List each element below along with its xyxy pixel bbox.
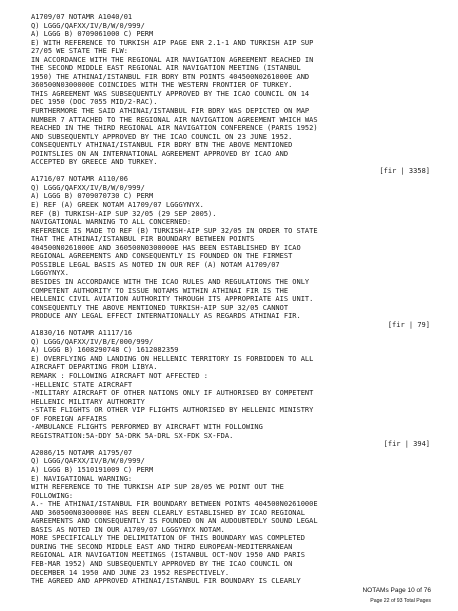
notam-line: HELLENIC CIVIL AVIATION AUTHORITY THROUGH ITS APPROPRIATE AIS UNIT.: [31, 295, 314, 304]
notam-line: AND SUBSEQUENTLY APPROVED BY THE ICAO COUNCIL ON 23 JUNE 1952.: [31, 132, 293, 141]
notam-line: E) NAVIGATIONAL WARNING:: [31, 474, 133, 483]
notam-line: LGGGYNYX.: [31, 269, 69, 278]
notam-line: DECEMBER 14 1950 AND JUNE 23 1952 RESPECTIVELY.: [31, 568, 230, 577]
notam-reference: [fir | 79]: [387, 320, 430, 329]
notam-line: Q) LGGG/QAFXX/IV/B/W/0/999/: [31, 183, 145, 192]
notam-reference: [fir | 394]: [383, 440, 430, 449]
notam-line: CONSEQUENTLY THE ABOVE MENTIONED TURKISH-AIP SUP 32/05 CANNOT: [31, 303, 289, 312]
notam-line: DEC 1950 (DOC 7055 MID/2-RAC).: [31, 98, 158, 107]
notam-line: REGIONAL AIR NAVIGATION MEETINGS (ISTANBUL OCT-NOV 1950 AND PARIS: [31, 551, 305, 560]
notam-line: Q) LGGG/QAFXX/IV/B/W/0/999/: [31, 457, 145, 466]
notam-line: A1709/07 NOTAMR A1040/01: [31, 13, 133, 21]
notam-line: REGIONAL AGREEMENTS AND CONSEQUENTLY IS FOUNDED ON THE FIRMEST: [31, 252, 293, 261]
notam-line: -MILITARY AIRCRAFT OF OTHER NATIONS ONLY IF AUTHORISED BY COMPETENT: [31, 389, 314, 398]
notam-line: THIS AGREEMENT WAS SUBSEQUENTLY APPROVED BY THE ICAO COUNCIL ON 14: [31, 89, 310, 98]
notam-line: BASIS AS NOTED IN OUR A1709/07 LGGGYNYX NOTAM.: [31, 525, 225, 534]
notam-line: POINTSLIES ON AN INTERNATIONAL AGREEMENT APPROVED BY ICAO AND: [31, 149, 289, 158]
notam-line: A) LGGG B) 0709070730 C) PERM: [31, 192, 154, 201]
notam-line: NAVIGATIONAL WARNING TO ALL CONCERNED:: [31, 218, 192, 227]
notam-entry: [31, 449, 431, 586]
notam-line: NUMBER 7 ATTACHED TO THE REGIONAL AIR NAVIGATION AGREEMENT WHICH WAS: [31, 115, 318, 124]
notam-line: POSSIBLE LEGAL BASIS AS NOTED IN OUR REF (A) NOTAM A1709/07: [31, 260, 280, 269]
notam-line: REF (B) TURKISH-AIP SUP 32/05 (29 SEP 2005).: [31, 209, 217, 218]
total-pages: Page 22 of 93 Total Pages: [370, 598, 431, 604]
notam-line: COMPETENT AUTHORITY TO ISSUE NOTAMS WITHIN ATHINAI FIR IS THE: [31, 286, 289, 295]
notam-line: BESIDES IN ACCORDANCE WITH THE ICAO RULES AND REGULATIONS THE ONLY: [31, 277, 310, 286]
notam-line: AGREEMENTS AND CONSEQUENTLY IS FOUNDED ON AN AUDOUBTEDLY SOUND LEGAL: [31, 517, 318, 526]
notam-line: DURING THE SECOND MIDDLE EAST AND THIRD EUROPEAN-MEDITERRANEAN: [31, 542, 293, 551]
notam-line: THAT THE ATHINAI/ISTANBUL FIR BOUNDARY BETWEEN POINTS: [31, 235, 255, 244]
notam-entry: [31, 13, 431, 175]
notam-line: 1950) THE ATHINAI/ISTANBUL FIR BDRY BTN POINTS 404500N0261000E AND: [31, 72, 310, 81]
notam-line: ACCEPTED BY GREECE AND TURKEY.: [31, 158, 158, 167]
notam-line: OF FOREIGN AFFAIRS: [31, 414, 107, 423]
notam-line: E) REF (A) GREEK NOTAM A1709/07 LGGGYNYX.: [31, 201, 204, 210]
notam-line: E) OVERFLYING AND LANDING ON HELLENIC TERRITORY IS FORBIDDEN TO ALL: [31, 354, 314, 363]
notam-line: A.- THE ATHINAI/ISTANBUL FIR BOUNDARY BETWEEN POINTS 404500N0261000E: [31, 500, 318, 509]
notam-line: CONSEQUENTLY ATHINAI/ISTANBUL FIR BDRY BTN THE ABOVE MENTIONED: [31, 141, 293, 150]
notam-line: -HELLENIC STATE AIRCRAFT: [31, 380, 133, 389]
notam-line: MORE SPECIFICALLY THE DELIMITATION OF THIS BOUNDARY WAS COMPLETED: [31, 534, 305, 543]
notam-line: FOLLOWING:: [31, 491, 74, 500]
notam-entry: [31, 329, 431, 449]
notam-line: -AMBULANCE FLIGHTS PERFORMED BY AIRCRAFT WITH FOLLOWING: [31, 423, 263, 432]
notam-list: [31, 13, 431, 586]
notam-line: A2086/15 NOTAMR A1795/07: [31, 448, 133, 457]
page-number: NOTAMs Page 10 of 76: [362, 587, 431, 594]
notam-line: IN ACCORDANCE WITH THE REGIONAL AIR NAVIGATION AGREEMENT REACHED IN: [31, 55, 314, 64]
notam-line: A1830/16 NOTAMR A1117/16: [31, 329, 133, 338]
notam-line: AND 360500N0300000E HAS BEEN CLEARLY ESTABLISHED BY ICAO REGIONAL: [31, 508, 305, 517]
notam-line: 404500N0261000E AND 360500N0300000E HAS BEEN ESTABLISHED BY ICAO: [31, 243, 301, 252]
notam-line: FURTHERMORE THE SAID ATHINAI/ISTANBUL FIR BDRY WAS DEPICTED ON MAP: [31, 107, 310, 116]
notam-line: REFERENCE IS MADE TO REF (B) TURKISH-AIP SUP 32/05 IN ORDER TO STATE: [31, 226, 318, 235]
notam-line: A) LGGG B) 1608290748 C) 1612082359: [31, 346, 179, 355]
notam-line: REACHED IN THE THIRD REGIONAL AIR NAVIGATION CONFERENCE (PARIS 1952): [31, 124, 318, 133]
notam-line: HELLENIC MILITARY AUTHORITY: [31, 397, 145, 406]
notam-line: 360500N0300000E COINCIDES WITH THE WESTERN FRONTIER OF TURKEY.: [31, 81, 293, 90]
notam-line: E) WITH REFERENCE TO TURKISH AIP PAGE ENR 2.1-1 AND TURKISH AIP SUP: [31, 38, 314, 47]
notam-line: A1716/07 NOTAMR A110/06: [31, 175, 128, 184]
notam-line: -STATE FLIGHTS OR OTHER VIP FLIGHTS AUTHORISED BY HELLENIC MINISTRY: [31, 406, 314, 415]
notam-line: FEB-MAR 1952) AND SUBSEQUENTLY APPROVED BY THE ICAO COUNCIL ON: [31, 560, 293, 568]
notam-line: THE AGREED AND APPROVED ATHINAI/ISTANBUL FIR BOUNDARY IS CLEARLY: [31, 577, 301, 586]
notam-line: AIRCRAFT DEPARTING FROM LIBYA.: [31, 363, 158, 372]
notam-line: WITH REFERENCE TO THE TURKISH AIP SUP 28/05 WE POINT OUT THE: [31, 483, 284, 492]
notam-line: THE SECOND MIDDLE EAST REGIONAL AIR NAVIGATION MEETING (ISTANBUL: [31, 64, 301, 73]
notam-line: A) LGGG B) 1510191009 C) PERM: [31, 465, 154, 474]
notam-entry: [31, 175, 431, 329]
notam-line: PRODUCE ANY LEGAL EFFECT INTERNATIONALLY AS REGARDS ATHINAI FIR.: [31, 312, 301, 321]
notam-reference: [fir | 3358]: [379, 166, 430, 175]
notam-line: REMARK : FOLLOWING AIRCRAFT NOT AFFECTED :: [31, 371, 209, 380]
notam-line: Q) LGGG/QAFXX/IV/B/E/000/999/: [31, 337, 154, 346]
notam-line: 27/05 WE STATE THE FLW:: [31, 47, 128, 56]
notam-line: Q) LGGG/QAFXX/IV/B/W/0/999/: [31, 21, 145, 30]
notam-line: REGISTRATION:5A-DDY 5A-DRK 5A-DRL SX-FDK SX-FDA.: [31, 431, 234, 440]
notam-line: A) LGGG B) 0709061000 C) PERM: [31, 30, 154, 39]
